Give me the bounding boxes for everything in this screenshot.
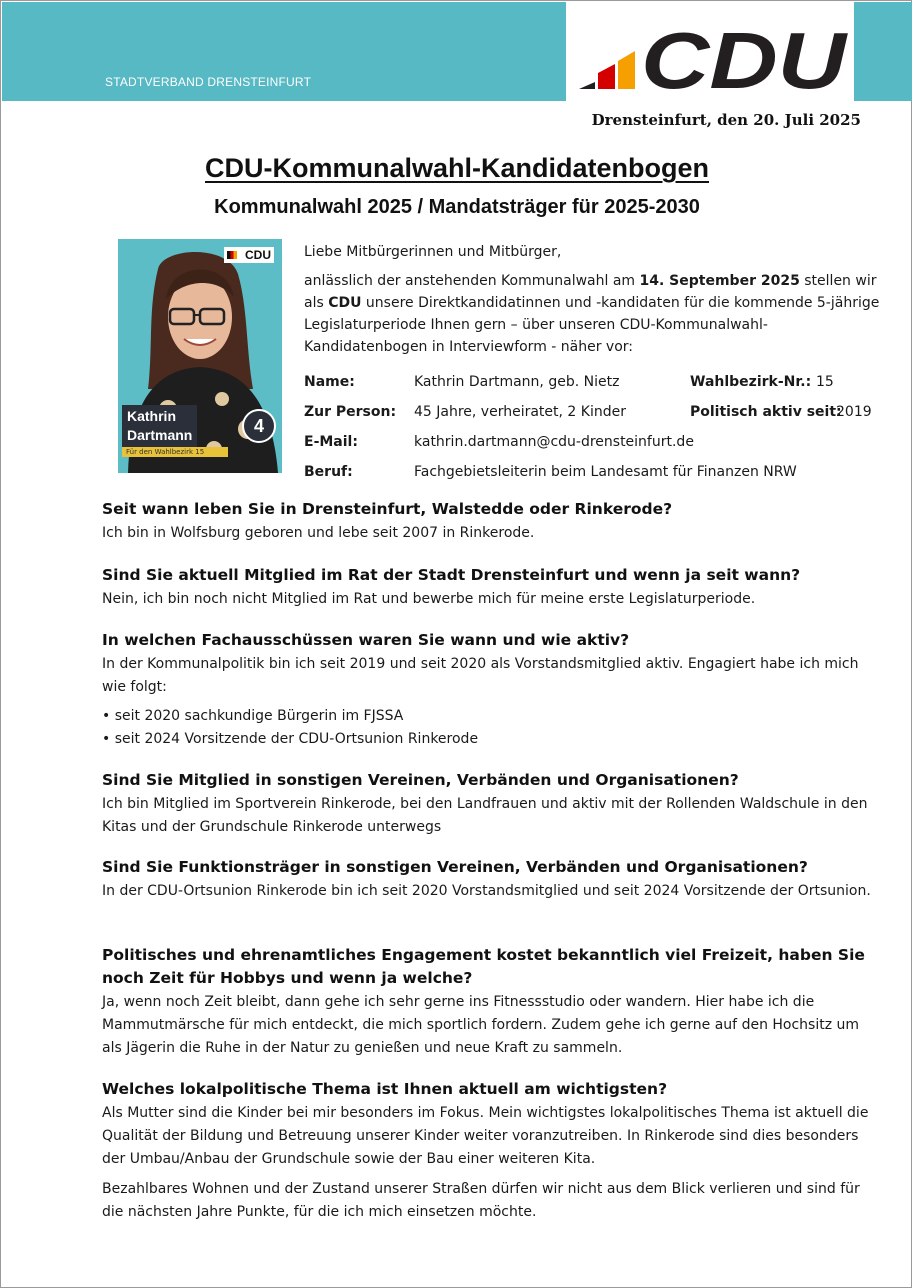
logo-bar-red: [598, 64, 615, 89]
question: In welchen Fachausschüssen waren Sie wann und wie aktiv?: [102, 631, 630, 649]
header-band-right: [854, 2, 912, 101]
document-title: [1, 153, 912, 184]
question: Sind Sie Funktionsträger in sonstigen Vereinen, Verbänden und Organisationen?: [102, 858, 808, 876]
district-value: 15: [816, 374, 834, 390]
answer: Ja, wenn noch Zeit bleibt, dann gehe ich sehr gerne ins Fitnessstudio oder wandern. Hier habe ich die Mammutmärsche für mich entdeckt, die mich sportlich fordern. Zudem gehe ich gerne auf den Hochsitz um als Jägerin die Ruhe in der Natur zu genießen und neue Kraft zu sammeln.: [102, 994, 860, 1056]
photo-logo-text: CDU: [245, 248, 271, 262]
question: Politisches und ehrenamtliches Engagement kostet bekanntlich viel Freizeit, haben Sie noch Zeit für Hobbys und wenn ja welche?: [102, 946, 865, 987]
answer: In der CDU-Ortsunion Rinkerode bin ich seit 2020 Vorstandsmitglied und seit 2024 Vorsitzende der Ortsunion.: [102, 883, 871, 899]
cdu-logo: [573, 25, 849, 91]
intro-text-c: unsere Direktkandidatinnen und -kandidaten für die kommende 5-jährige Legislaturperiode Ihnen gern – über unseren CDU-Kommunalwahl-Kandidatenbogen in Interviewform - näher vor:: [304, 295, 880, 355]
logo-bar-black: [579, 82, 595, 89]
person-label: Zur Person:: [304, 404, 397, 420]
active-since-value: 2019: [836, 404, 872, 420]
photo-district-tag: Für den Wahlbezirk 15: [122, 447, 228, 457]
intro-text: [304, 241, 884, 365]
committee-list: [102, 705, 882, 751]
candidate-photo: [118, 239, 282, 473]
list-item: • seit 2020 sachkundige Bürgerin im FJSSA: [102, 708, 404, 724]
document-title-text: CDU-Kommunalwahl-Kandidatenbogen: [205, 153, 709, 183]
intro-text-a: anlässlich der anstehenden Kommunalwahl am: [304, 273, 640, 289]
job-label: Beruf:: [304, 464, 353, 480]
info-row-name: [304, 367, 894, 397]
election-date: 14. September 2025: [639, 273, 800, 289]
question: Sind Sie aktuell Mitglied im Rat der Stadt Drensteinfurt und wenn ja seit wann?: [102, 566, 801, 584]
logo-bar-orange: [618, 51, 635, 89]
qa-block-residence: [102, 498, 882, 545]
greeting: Liebe Mitbürgerinnen und Mitbürger,: [304, 244, 562, 260]
header-band: [2, 2, 566, 101]
qa-block-council: [102, 564, 882, 611]
info-row-email: [304, 427, 894, 457]
intro-text-b: stellen wir als: [304, 273, 877, 311]
candidate-info: [304, 367, 894, 487]
question: Seit wann leben Sie in Drensteinfurt, Walstedde oder Rinkerode?: [102, 500, 673, 518]
party-name: CDU: [328, 295, 362, 311]
photo-ballot-badge: 4: [242, 409, 276, 443]
photo-name-label: [122, 405, 197, 447]
photo-name-line2: Dartmann: [127, 427, 193, 443]
district-label: Wahlbezirk-Nr.:: [690, 374, 812, 390]
email-label: E-Mail:: [304, 434, 358, 450]
info-row-person: [304, 397, 894, 427]
intro-paragraph: [304, 270, 884, 358]
qa-block-hobbies: [102, 944, 882, 1060]
job-value: Fachgebietsleiterin beim Landesamt für Finanzen NRW: [414, 464, 797, 480]
email-value[interactable]: kathrin.dartmann@cdu-drensteinfurt.de: [414, 434, 694, 450]
answer-continued: Bezahlbares Wohnen und der Zustand unserer Straßen dürfen wir nicht aus dem Blick verlieren und sind für die nächsten Jahre Punkte, für die ich mich einsetzen möchte.: [102, 1181, 860, 1220]
document-subtitle: Kommunalwahl 2025 / Mandatsträger für 2025-2030: [214, 196, 700, 218]
answer: Als Mutter sind die Kinder bei mir besonders im Fokus. Mein wichtigstes lokalpolitisches Thema ist aktuell die Qualität der Bildung und Betreuung unserer Kinder weiter voranzutreiben. In Rinkerode sind dies besonders der Umbau/Anbau der Grundschule sowie der Bau einer weiteren Kita.: [102, 1105, 869, 1167]
person-value: 45 Jahre, verheiratet, 2 Kinder: [414, 404, 626, 420]
active-since-label: Politisch aktiv seit:: [690, 404, 842, 420]
photo-cdu-logo: [224, 247, 274, 263]
info-row-job: [304, 457, 894, 487]
organization-name: STADTVERBAND DRENSTEINFURT: [105, 75, 312, 89]
qa-block-memberships: [102, 769, 882, 839]
name-value: Kathrin Dartmann, geb. Nietz: [414, 374, 620, 390]
answer: Ich bin Mitglied im Sportverein Rinkerode, bei den Landfrauen und aktiv mit der Rollenden Waldschule in den Kitas und der Grundschule Rinkerode unterwegs: [102, 796, 868, 835]
question: Sind Sie Mitglied in sonstigen Vereinen, Verbänden und Organisationen?: [102, 771, 739, 789]
answer: Ich bin in Wolfsburg geboren und lebe seit 2007 in Rinkerode.: [102, 525, 535, 541]
qa-block-committees: [102, 629, 882, 751]
answer: In der Kommunalpolitik bin ich seit 2019 und seit 2020 als Vorstandsmitglied aktiv. Engagiert habe ich mich wie folgt:: [102, 656, 859, 695]
qa-block-local-topic: [102, 1078, 882, 1224]
qa-block-functions: [102, 856, 882, 903]
list-item: • seit 2024 Vorsitzende der CDU-Ortsunion Rinkerode: [102, 731, 479, 747]
question: Welches lokalpolitische Thema ist Ihnen aktuell am wichtigsten?: [102, 1080, 668, 1098]
photo-name-line1: Kathrin: [127, 408, 176, 424]
logo-text: CDU: [641, 25, 849, 91]
photo-logo-bars: [227, 251, 237, 259]
answer: Nein, ich bin noch nicht Mitglied im Rat und bewerbe mich für meine erste Legislaturperiode.: [102, 591, 756, 607]
date-line: Drensteinfurt, den 20. Juli 2025: [591, 111, 861, 129]
name-label: Name:: [304, 374, 355, 390]
